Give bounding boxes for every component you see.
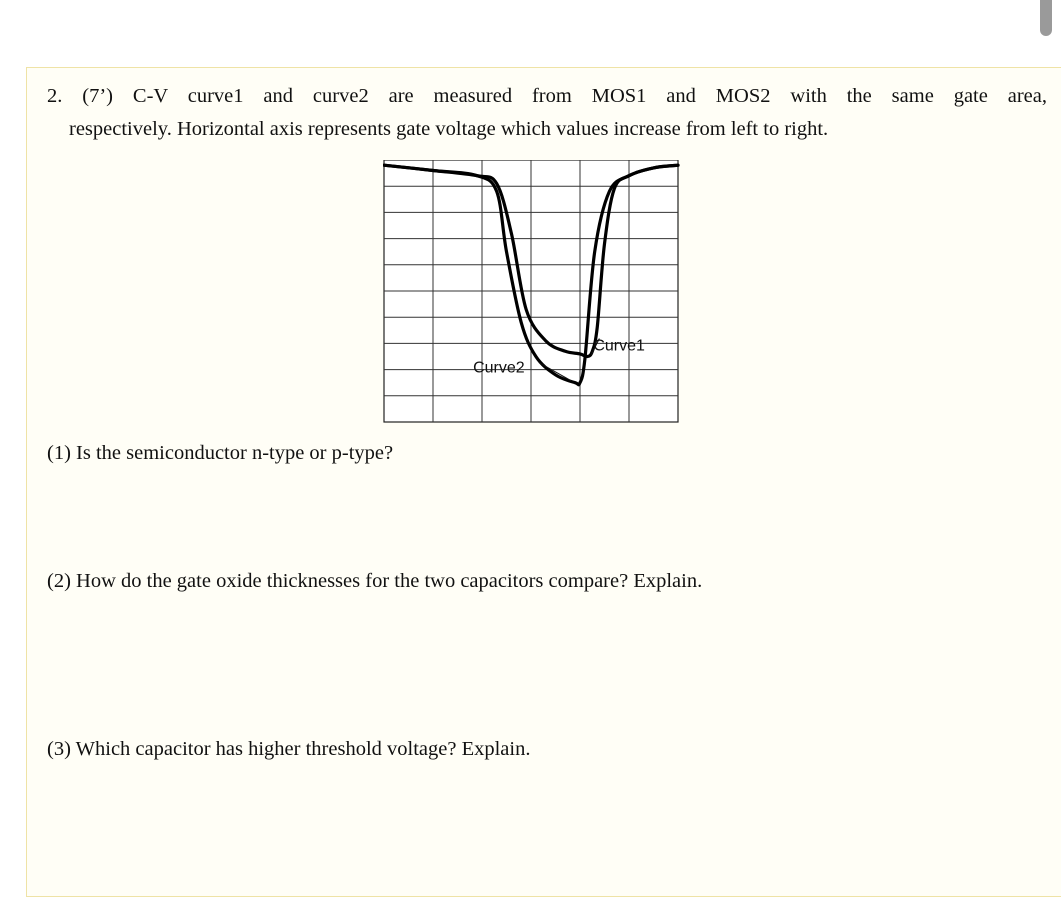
cv-curve-chart <box>383 160 683 426</box>
question-stem-line-1: 2. (7’) C-V curve1 and curve2 are measured from MOS1 and MOS2 with the same gate area, <box>47 85 1047 107</box>
question-stem-line-2: respectively. Horizontal axis represents gate voltage which values increase from left to right. <box>69 118 829 140</box>
subquestion-3: (3) Which capacitor has higher threshold voltage? Explain. <box>47 738 531 760</box>
subquestion-1: (1) Is the semiconductor n-type or p-type? <box>47 442 394 464</box>
question-panel <box>26 67 1061 897</box>
question-stem <box>47 80 1047 146</box>
subquestion-2: (2) How do the gate oxide thicknesses for the two capacitors compare? Explain. <box>47 570 703 592</box>
annotation-label-curve1: Curve1 <box>593 337 645 355</box>
annotation-label-curve2: Curve2 <box>473 359 525 377</box>
scrollbar-thumb[interactable] <box>1040 0 1052 36</box>
